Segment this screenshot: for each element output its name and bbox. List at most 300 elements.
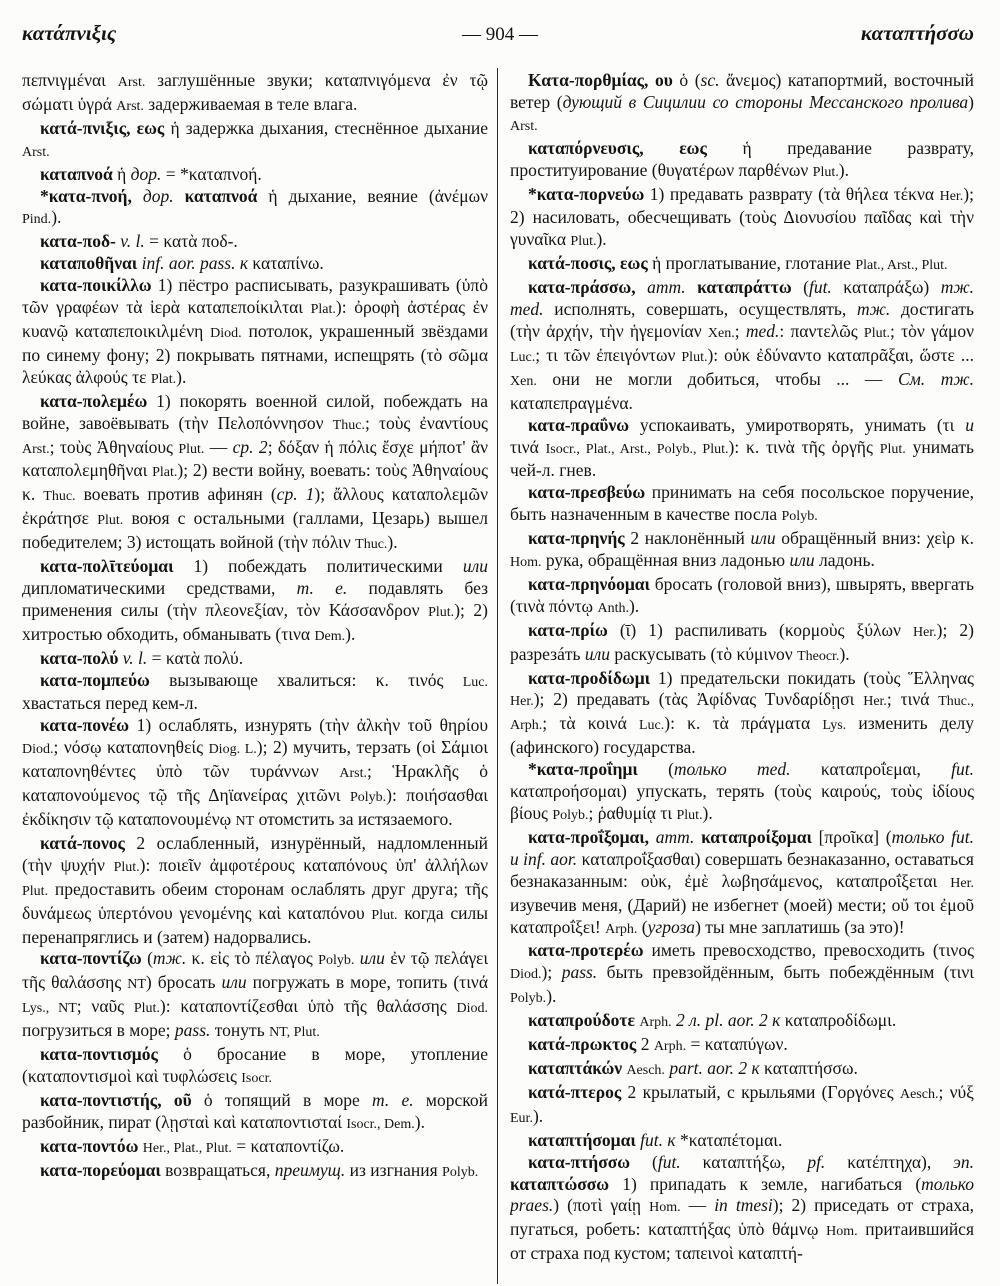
source-abbr: Polyb.	[781, 509, 818, 525]
source-abbr: Her.	[863, 694, 887, 710]
source-abbr: Her.	[939, 188, 964, 204]
grammar-label: эп.	[953, 1151, 974, 1172]
entry-text: ; τὸν γάμον	[890, 320, 974, 341]
dictionary-entry	[22, 253, 488, 275]
entry-text: καταπροΐεμαι,	[790, 759, 952, 780]
entry-text: притаившийся от страха под кустом; ταπεινοὶ καταπτή-	[510, 1219, 974, 1264]
entry-text: исполнять, совершать, осуществлять,	[543, 299, 857, 320]
source-abbr: Diod.	[22, 742, 54, 758]
source-abbr: Her.	[510, 694, 534, 710]
entry-text: морской разбойник, пират (λῃσταὶ καὶ καταποντισταί	[22, 1089, 488, 1132]
entry-text: возвращаться,	[160, 1159, 275, 1180]
dictionary-entry	[22, 164, 488, 186]
entry-text: (	[791, 277, 809, 298]
grammar-label: in tmesi	[714, 1195, 773, 1216]
entry-text: ἡ предавание разврату, проституирование (θυγατέρων παρθένων	[510, 137, 974, 180]
headword: κατα-πολύ	[40, 647, 119, 668]
entry-text: ἄνεμος) катапортмий, восточный ветер (	[510, 70, 974, 112]
entry-text: = καταποντίζω.	[231, 1135, 345, 1156]
source-abbr: Dem.	[314, 628, 346, 644]
grammar-label: дор.	[142, 185, 174, 206]
entry-text: ): οὐκ ἐδύναντο καταπρᾶξαι, ὥστε ...	[707, 344, 974, 365]
source-abbr: Polyb.	[349, 790, 387, 806]
source-abbr: Luc.	[510, 349, 536, 365]
entry-text: )	[968, 91, 974, 112]
source-abbr: Lys., NT	[22, 1001, 77, 1017]
dictionary-entry	[22, 118, 488, 164]
source-abbr: Plut.	[97, 513, 124, 529]
dictionary-entry	[22, 670, 488, 716]
dictionary-entry	[510, 415, 974, 483]
entry-text: ; τοὺς Ἀθηναίους	[49, 436, 179, 457]
entry-text: бросать (головой вниз), швырять, ввергать (τινὰ πόντῳ	[510, 573, 974, 616]
entry-text: достигать (τὴν ἀρχήν, τὴν ἡγεμονίαν	[510, 299, 974, 341]
grammar-label: угроза	[647, 916, 696, 937]
entry-text: ): ποιήσασθαι ἐκδίκησιν τῷ καταπονουμένῳ	[22, 785, 488, 829]
column-left	[22, 70, 488, 1282]
entry-text: ).	[838, 159, 849, 180]
grammar-label: и	[965, 414, 974, 435]
headword: καταπνοά	[40, 163, 113, 184]
entry-text: ладонь.	[814, 550, 875, 571]
entry-text: потолок, украшенный звёздами по синему фону; 2) покрывать пятнами, испещрять (τὸ σῶμα λεύκας ἀλφούς τε	[22, 320, 488, 387]
source-abbr: Plut.	[681, 349, 708, 365]
entry-text: καταπράξω)	[831, 277, 941, 298]
entry-text: унимать чей-л. гнев.	[510, 436, 974, 481]
entry-text: [προῖκα] (	[811, 826, 892, 847]
column-right	[510, 70, 974, 1282]
entry-text: ἡ дыхание, веяние (ἀνέμων	[257, 185, 488, 206]
entry-text: —	[680, 1195, 715, 1216]
entry-text	[686, 277, 697, 297]
dictionary-entry	[510, 1058, 974, 1082]
entry-text: καταπροδίδωμι.	[780, 1010, 897, 1031]
headword: κατα-ποντιστής, οῦ	[40, 1089, 192, 1110]
column-divider	[497, 68, 498, 1284]
entry-text: погружать в море, топить (τινά	[246, 972, 488, 993]
grammar-label: v. l.	[122, 647, 148, 668]
grammar-label: v. l.	[120, 231, 145, 252]
entry-text: ; ναῦς	[76, 996, 134, 1017]
entry-text: ).	[176, 366, 187, 387]
dictionary-entry	[22, 231, 488, 253]
dictionary-entry	[510, 138, 974, 184]
source-abbr: NT	[127, 977, 146, 993]
entry-text: *καταπέτομαι.	[675, 1129, 783, 1150]
source-abbr: Plut.	[812, 164, 839, 180]
entry-text: (	[637, 916, 648, 937]
running-head-right: καταπτήσσω	[860, 21, 974, 45]
source-abbr: Plut.	[428, 604, 455, 620]
headword: κατα-πορεύομαι	[40, 1159, 161, 1180]
source-abbr: Plat.	[150, 371, 177, 387]
entry-text: = *καταπνοή.	[161, 163, 262, 184]
grammar-label: ср. 2	[232, 436, 268, 457]
grammar-label: fut. к	[640, 1129, 676, 1150]
headword: κατα-πρηνόομαι	[528, 573, 650, 594]
entry-text: ); ἄλλους καταπολεμῶν ἐκράτησε	[22, 484, 488, 529]
source-abbr: Hom.	[826, 1224, 858, 1240]
entry-text: ).	[596, 229, 607, 250]
entry-text: —	[204, 436, 233, 457]
entry-text: τινά	[510, 436, 546, 457]
dictionary-entry	[22, 70, 488, 118]
entry-text: ); 2) насиловать, обесчещивать (τοὺς Διονυσίου παῖδας καὶ τὴν γυναῖκα	[510, 183, 974, 250]
dictionary-entry	[510, 277, 974, 414]
entry-text: отомстить за истязаемого.	[254, 809, 453, 829]
entry-text: : παντελῶς	[779, 320, 864, 341]
headword: κατα-προτερέω	[528, 940, 644, 961]
entry-text: 2	[636, 1034, 654, 1055]
source-abbr: Luc.	[638, 718, 665, 734]
source-abbr: Xen.	[510, 373, 537, 389]
headword: καταπρούδοτε	[528, 1010, 635, 1031]
source-abbr: Eur.	[510, 1110, 533, 1126]
headword: κατα-προΐξομαι,	[528, 826, 650, 847]
entry-text: 1) побеждать политическими	[173, 556, 463, 577]
source-abbr: Plut.	[178, 441, 205, 457]
grammar-label: т. е.	[296, 577, 348, 598]
entry-text: (	[630, 1151, 658, 1172]
entry-text: ἡ задержка дыхания, стеснённое дыхание	[164, 117, 488, 138]
headword: κατα-ποντισμός	[40, 1044, 158, 1065]
entry-text: καταπτήσσω.	[759, 1057, 858, 1078]
entry-text: ).	[387, 532, 398, 553]
grammar-label: только fut. и inf. aor.	[510, 826, 974, 869]
dictionary-entry	[510, 1082, 974, 1130]
entry-text: ): κ. τινὰ τῆς ὀργῆς	[728, 436, 880, 457]
headword: καταπτάκών	[528, 1057, 623, 1078]
grammar-label: fut.	[951, 759, 974, 780]
entry-text: погрузиться в море;	[22, 1020, 175, 1041]
entry-text: раскусывать (τὸ κύμινον	[610, 643, 798, 664]
grammar-label: inf. aor. pass. к	[141, 253, 249, 274]
entry-text: принимать на себя посольское поручение, быть назначенным в качестве посла	[510, 482, 974, 525]
headword: κατα-ποικίλλω	[40, 275, 152, 296]
source-abbr: Isocr., Plat., Arst., Polyb., Plut.	[545, 441, 729, 457]
grammar-label: part. aor. 2 к	[669, 1057, 760, 1078]
entry-text: ).	[839, 643, 850, 664]
entry-text: ); 2) вести войну, воевать: τοὺς Ἀθηναίους κ.	[22, 460, 488, 505]
dictionary-entry	[510, 184, 974, 254]
entry-text: 2 ослабленный, изнурённый, надломленный (τὴν ψυχήν	[22, 832, 488, 875]
entry-text: подавлять без применения силы (τὴν πλεονεξίαν, τὸν Κάσσανδρον	[22, 577, 488, 620]
source-abbr: Aesch.	[626, 1062, 665, 1078]
dictionary-entry	[510, 1034, 974, 1058]
entry-text: изувечив меня, (Дарий) не избегнет (моей) мести; οὔ τοι ἐμοῦ καταπροΐξει!	[510, 894, 974, 937]
entry-text: ; τι τῶν ἐπειγόντων	[535, 344, 682, 365]
entry-text	[132, 186, 143, 206]
grammar-label: pf.	[807, 1151, 826, 1172]
source-abbr: Thuc.	[332, 417, 365, 433]
entry-text: иметь превосходство, превосходить (τινος	[643, 940, 974, 961]
headword: κατα-πτήσσω	[528, 1151, 631, 1172]
source-abbr: Plat.	[152, 465, 178, 481]
entry-text: когда силы перенапряглись и (затем) надорвались.	[22, 902, 488, 947]
entry-text: ).	[51, 207, 62, 228]
source-abbr: Lys.	[822, 718, 847, 734]
entry-text: ὁ бросание в море, утопление (καταποντισμοὶ καὶ τυφλώσεις	[22, 1044, 488, 1086]
source-abbr: Arst.	[22, 441, 50, 457]
headword: κατα-πολεμέω	[40, 390, 148, 411]
entry-text: 2 крылатый, с крыльями (Γοργόνες	[621, 1081, 900, 1102]
headword: καταπροίξομαι	[701, 826, 812, 847]
entry-text: κατέπτηχα),	[825, 1151, 954, 1172]
entry-text: предоставить обеим сторонам ослаблять друг друга; τῆς δυνάμεως ὑπερτόνου γενομένης καὶ καταπόνου	[22, 878, 488, 923]
source-abbr: Diod.	[210, 325, 242, 341]
grammar-label: pass.	[561, 962, 598, 983]
entry-text: воевать против афинян (	[75, 484, 277, 505]
source-abbr: Xen.	[707, 325, 735, 341]
entry-text: 1) пёстро расписывать, разукрашивать (ὑπὸ τῶν γραφέων τὰ ἱερὰ καταπεποίκιλται	[22, 275, 488, 318]
entry-text	[636, 277, 647, 297]
entry-text: = κατὰ ποδ-.	[144, 231, 238, 252]
grammar-label: только med.	[673, 759, 791, 780]
entry-text: тонуть	[210, 1020, 270, 1041]
dictionary-entry	[510, 574, 974, 620]
dictionary-entry	[510, 528, 974, 574]
entry-text	[649, 827, 656, 847]
headword: καταπράττω	[697, 277, 792, 298]
entry-text: 1) ослаблять, изнурять (τὴν ἀλκὴν τοῦ θηρίου	[129, 715, 488, 736]
grammar-label: или	[789, 550, 815, 571]
dictionary-entry	[22, 1160, 488, 1184]
source-abbr: Arst.	[117, 75, 146, 90]
source-abbr: Polyb.	[318, 953, 355, 969]
headword: κατά-πνιξις, εως	[40, 117, 165, 138]
entry-text: ).	[532, 1105, 544, 1126]
entry-text: ); 2) предавать (τὰς Ἀφίδνας Τυνδαρίδῃσι	[533, 689, 864, 710]
entry-text: ).	[414, 1111, 425, 1132]
source-abbr: Thuc.	[355, 537, 388, 553]
entry-text: καταπροΐξασθαι) совершать безнаказанно, оставаться безнаказанным: οὐκ, ἐμὲ λωβησάμενος, καταπροΐξεται	[510, 848, 974, 891]
source-abbr: Polyb.	[510, 991, 547, 1007]
entry-text: обращённый вниз: χεὶρ κ.	[775, 528, 974, 549]
source-abbr: Plut.	[863, 325, 890, 341]
source-abbr: Arph.	[653, 1039, 687, 1055]
source-abbr: Plut.	[22, 883, 49, 899]
grammar-label: только praes.	[510, 1173, 974, 1216]
entry-text: ὁ топящий в море	[191, 1089, 373, 1110]
entry-text: 2 наклонённый	[624, 528, 751, 549]
entry-text: ).	[546, 986, 557, 1007]
grammar-label: sc.	[700, 70, 720, 90]
source-abbr: Diod.	[510, 967, 542, 983]
grammar-label: тж. med.	[510, 277, 974, 320]
entry-text: ).	[702, 803, 713, 823]
entry-text: ; δόξαν ἡ πόλις ἔσχε μήποτ' ἂν καταπολεμηθῆναι	[22, 436, 488, 481]
dictionary-entry	[510, 940, 974, 1010]
source-abbr: NT	[235, 814, 255, 829]
entry-text: καταπτήξω,	[680, 1151, 808, 1172]
grammar-label: ср. 1	[276, 484, 315, 505]
dictionary-entry	[22, 1136, 488, 1160]
grammar-label: или	[462, 556, 488, 577]
source-abbr: Hom.	[649, 1200, 681, 1216]
grammar-label: дор.	[130, 163, 162, 184]
entry-text: ); 2) разрезáть	[510, 619, 974, 664]
grammar-label: или	[584, 643, 610, 664]
entry-text: ): ποιεῖν ἀμφοτέρους καταπόνους ὑπ' ἀλλήλων	[139, 854, 488, 875]
source-abbr: Her.	[950, 875, 974, 891]
source-abbr: Her.	[912, 624, 937, 640]
headword: κατα-πολῑτεύομαι	[40, 556, 174, 577]
entry-text: 1) предательски покидать (τοὺς Ἕλληνας	[650, 667, 974, 688]
entry-text: дипломатическими средствами,	[22, 577, 297, 598]
entry-text: ); 2) хитростью обходить, обманывать (τινα	[22, 599, 488, 644]
headword: κατα-προδίδωμι	[528, 667, 651, 688]
headword: *κατα-πορνεύω	[528, 183, 645, 204]
source-abbr: Arst.	[510, 118, 538, 134]
headword: καταπτώσσω	[510, 1173, 610, 1194]
source-abbr: Diod.	[456, 1001, 488, 1017]
dictionary-entry	[510, 70, 974, 138]
dictionary-entry	[22, 948, 488, 1044]
entry-text: ): ὀροφὴ ἀστέρας ἐν κυανῷ καταπεποικιλμένη	[22, 297, 488, 341]
entry-text: ; τὰ κοινά	[542, 713, 639, 734]
source-abbr: Arph.	[639, 1015, 672, 1031]
headword: κατα-πρεσβεύω	[528, 482, 646, 503]
entry-text: хвастаться перед кем-л.	[22, 693, 198, 714]
dictionary-entry	[510, 482, 974, 528]
entry-text: = καταπύγων.	[686, 1034, 788, 1055]
grammar-label: med.	[745, 320, 780, 341]
dictionary-entry	[510, 620, 974, 668]
headword: καταπτήσομαι	[528, 1129, 636, 1150]
dictionary-entry	[22, 556, 488, 648]
headword: κατα-πράσσω,	[528, 277, 636, 298]
source-abbr: Isocr.	[241, 1070, 272, 1086]
dictionary-entry	[510, 759, 974, 827]
entry-text: ἐν τῷ πελάγει τῆς θαλάσσης	[22, 948, 488, 993]
entry-text: ); 2) мучить, терзать (οἱ Σάμιοι καταπονηθέντες ὑπὸ τῶν τυράννων	[22, 737, 488, 782]
source-abbr: Plat., Arst., Plut.	[855, 258, 948, 274]
entry-text: ; τοὺς ἐναντίους	[364, 412, 488, 433]
source-abbr: Theocr.	[797, 648, 840, 664]
page-number: — 904 —	[462, 24, 538, 45]
source-abbr: Arst.	[116, 98, 144, 114]
entry-text: ).	[628, 595, 640, 616]
source-abbr: Polyb.	[442, 1164, 479, 1180]
headword: κατα-πομπεύω	[40, 669, 150, 690]
dictionary-entry	[22, 833, 488, 949]
entry-text: ); 2) приседать от страха, пугаться, робеть: καταπτήξας ὑπὸ θάμνῳ	[510, 1195, 974, 1240]
headword: κατα-πρίω	[528, 619, 608, 640]
entry-text: ἡ	[112, 163, 131, 184]
headword: κατα-ποδ-	[40, 231, 116, 252]
dictionary-entry	[22, 1090, 488, 1136]
headword: κατα-πρηνής	[528, 528, 625, 549]
entry-text: успокаивать, умиротворять, унимать (τι	[629, 414, 966, 435]
grammar-label: pass.	[174, 1020, 211, 1041]
source-abbr: Arst.	[339, 766, 367, 782]
dictionary-entry	[22, 186, 488, 232]
grammar-label: или	[221, 972, 247, 993]
grammar-label: преимущ.	[274, 1159, 346, 1180]
grammar-label: 2 л. pl. aor. 2 к	[676, 1010, 781, 1031]
source-abbr: Her., Plat., Plut.	[142, 1140, 232, 1156]
entry-text: ; τινά	[886, 689, 939, 710]
source-abbr: Anth.	[597, 600, 629, 616]
entry-text: ) (ποτὶ γαίῃ	[553, 1195, 650, 1216]
grammar-label: т. е.	[372, 1089, 414, 1110]
source-abbr: Isocr., Dem.	[346, 1116, 415, 1132]
grammar-label: атт.	[647, 277, 686, 298]
entry-text: κ. εἰς τὸ πέλαγος	[186, 948, 319, 969]
dictionary-entry	[22, 391, 488, 556]
headword: καταποθῆναι	[40, 253, 138, 274]
grammar-label: или	[359, 948, 385, 969]
running-head-left: κατάπνιξις	[22, 21, 117, 45]
grammar-label: или	[750, 528, 776, 549]
source-abbr: Plut.	[879, 441, 906, 457]
entry-text: ): καταποντίζεσθαι ὑπὸ τῆς θαλάσσης	[159, 996, 457, 1017]
dictionary-entry	[510, 1152, 974, 1266]
dictionary-entry	[22, 715, 488, 833]
headword: κατά-πρωκτος	[528, 1034, 637, 1055]
entry-text: задерживаемая в теле влага.	[143, 93, 358, 114]
entry-text: ; Ἡρακλῆς ὁ καταπονούμενος τῷ τῆς Δηϊανείρας χιτῶνι	[22, 761, 488, 806]
dictionary-entry	[22, 648, 488, 670]
dictionary-entry	[510, 1130, 974, 1152]
entry-text: рука, обращённая вниз ладонью	[541, 550, 790, 571]
headword: καταπόρνευσις, εως	[528, 137, 707, 158]
entry-text: изменить делу (афинского) государства.	[510, 713, 974, 758]
entry-text: (	[141, 948, 153, 969]
entry-text: 1) припадать к земле, нагибаться (	[609, 1173, 922, 1194]
entry-text: быть превзойдённым, быть побеждённым (τινι	[597, 962, 974, 983]
entry-text: καταπεπραγμένα.	[510, 392, 633, 413]
source-abbr: Plut.	[676, 808, 703, 823]
entry-text: ; νόσῳ καταπονηθείς	[53, 737, 209, 758]
source-abbr: Plut.	[133, 1001, 160, 1017]
entry-text: ).	[345, 623, 356, 644]
entry-text: );	[541, 962, 562, 983]
headword: καταπνοά	[184, 185, 258, 206]
entry-text: ἡ проглатывание, глотание	[647, 253, 856, 274]
entry-text	[174, 186, 185, 206]
grammar-label: дующий в Сицилии со стороны Мессанского пролива	[562, 91, 969, 112]
entry-text: 1) предавать разврату (τὰ θήλεα τέκνα	[644, 183, 940, 204]
entry-text: πεπνιγμέναι	[22, 70, 118, 90]
source-abbr: Plut.	[113, 859, 140, 875]
entry-text: из изгнания	[345, 1159, 443, 1180]
entry-text: заглушённые звуки; καταπνιγόμενα ἐν τῷ σώματι ὑγρά	[22, 70, 488, 114]
source-abbr: Pind.	[22, 212, 52, 228]
headword: κατά-πονος	[40, 832, 125, 853]
headword: κατά-ποσις, εως	[528, 253, 648, 274]
headword: κατα-πραΰνω	[528, 414, 630, 435]
entry-text: = κατὰ πολύ.	[147, 647, 244, 668]
source-abbr: NT, Plut.	[269, 1025, 320, 1041]
entry-text: καταπροήσομαι) упускать, терять (τοὺς καιρούς, τοὺς ἰδίους βίους	[510, 781, 974, 823]
headword: κατα-ποντίζω	[40, 948, 142, 969]
grammar-label: атт.	[655, 826, 695, 847]
grammar-label: fut.	[657, 1151, 681, 1172]
entry-text: они не могли добиться, чтобы ... —	[536, 368, 898, 389]
source-abbr: Luc.	[462, 674, 488, 690]
entry-text: (ῑ) 1) распиливать (κορμοὺς ξύλων	[607, 619, 913, 640]
headword: *κατα-προΐημι	[528, 759, 638, 780]
entry-text: ): κ. τὰ πράγματα	[664, 713, 823, 734]
source-abbr: Arst.	[22, 144, 50, 160]
dictionary-entry	[510, 668, 974, 760]
grammar-label: fut.	[808, 277, 832, 298]
entry-text: 1) покорять военной силой, побеждать на войне, завоёвывать (τὴν Πελοπόννησον	[22, 390, 488, 433]
dictionary-entry	[22, 1044, 488, 1090]
dictionary-entry	[510, 1010, 974, 1034]
source-abbr: Polyb.	[552, 808, 589, 823]
